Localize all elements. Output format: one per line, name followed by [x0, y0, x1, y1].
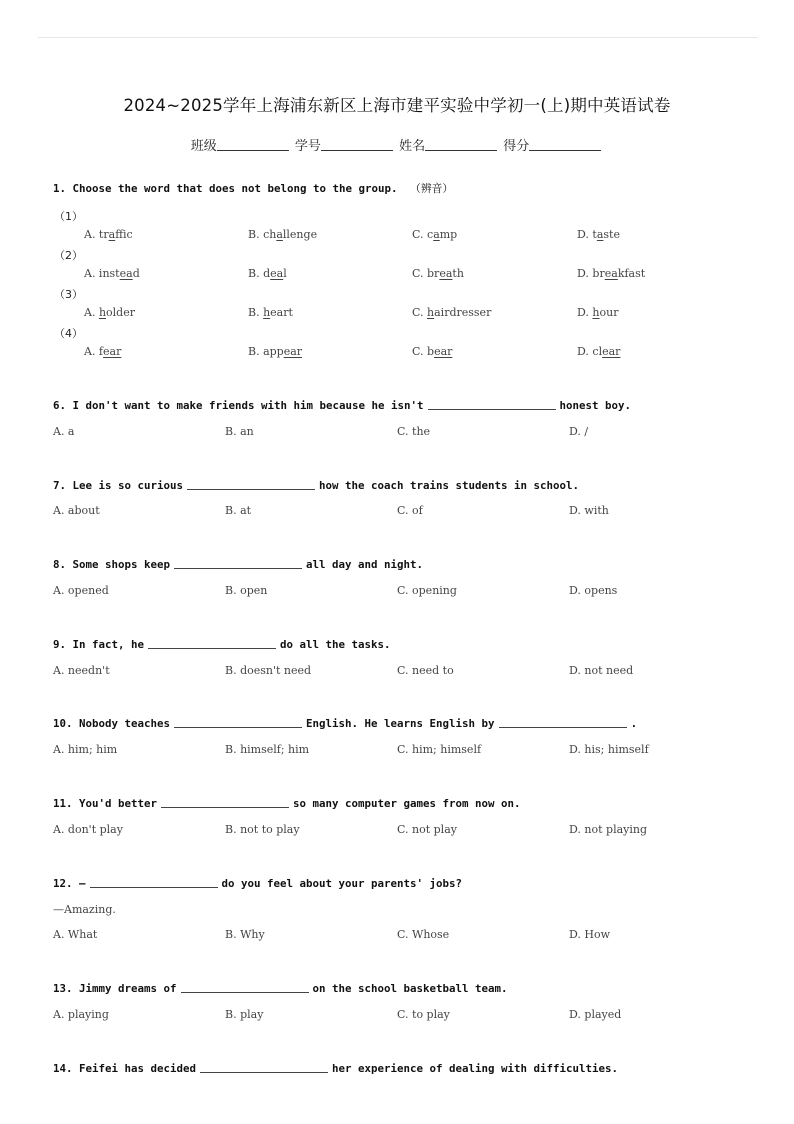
q1-2-option-c[interactable]: C. breath: [412, 267, 464, 280]
q1-sub-label: （2）: [54, 249, 83, 262]
q13-option-a[interactable]: A. playing: [53, 1008, 109, 1021]
student-id-blank[interactable]: [321, 138, 393, 151]
q10-option-a[interactable]: A. him; him: [53, 743, 118, 756]
q1-4-option-c[interactable]: C. bear: [412, 345, 453, 358]
question-1-tag: （辨音）: [410, 182, 454, 195]
q8-option-b[interactable]: B. open: [225, 584, 268, 597]
q1-sub-label: （1）: [54, 210, 83, 223]
name-label: 姓名: [399, 139, 426, 154]
q1-sub-label: （3）: [54, 288, 83, 301]
answer-blank[interactable]: [161, 797, 289, 808]
score-blank[interactable]: [529, 138, 601, 151]
q1-3-option-d[interactable]: D. hour: [577, 306, 619, 319]
question-7-stem: 7. Lee is so curious how the coach trains students in school.: [53, 479, 580, 492]
answer-blank[interactable]: [499, 717, 627, 728]
question-6-stem: 6. I don't want to make friends with him because he isn't honest boy.: [53, 399, 632, 412]
question-8-stem: 8. Some shops keep all day and night.: [53, 558, 424, 571]
answer-blank[interactable]: [90, 877, 218, 888]
q11-option-b[interactable]: B. not to play: [225, 823, 300, 836]
q1-1-option-b[interactable]: B. challenge: [248, 228, 318, 241]
q7-option-a[interactable]: A. about: [53, 504, 100, 517]
q1-sub-label: （4）: [54, 327, 83, 340]
question-14-stem: 14. Feifei has decided her experience of dealing with difficulties.: [53, 1062, 619, 1075]
student-id-label: 学号: [294, 139, 321, 154]
q12-option-c[interactable]: C. Whose: [397, 928, 450, 941]
question-9-stem: 9. In fact, he do all the tasks.: [53, 638, 391, 651]
q13-option-b[interactable]: B. play: [225, 1008, 264, 1021]
answer-blank[interactable]: [174, 717, 302, 728]
answer-blank[interactable]: [174, 558, 302, 569]
q1-3-option-a[interactable]: A. holder: [84, 306, 135, 319]
q12-option-d[interactable]: D. How: [569, 928, 611, 941]
answer-blank[interactable]: [181, 982, 309, 993]
q9-option-c[interactable]: C. need to: [397, 664, 454, 677]
question-11-stem: 11. You'd better so many computer games from now on.: [53, 797, 521, 810]
q1-2-option-a[interactable]: A. instead: [84, 267, 140, 280]
q13-option-c[interactable]: C. to play: [397, 1008, 450, 1021]
class-label: 班级: [190, 139, 217, 154]
question-12-stem: 12. — do you feel about your parents' jobs?: [53, 877, 463, 890]
q11-option-d[interactable]: D. not playing: [569, 823, 648, 836]
q9-option-b[interactable]: B. doesn't need: [225, 664, 312, 677]
q1-2-option-b[interactable]: B. deal: [248, 267, 287, 280]
q6-option-a[interactable]: A. a: [53, 425, 75, 438]
answer-blank[interactable]: [428, 399, 556, 410]
q1-4-option-d[interactable]: D. clear: [577, 345, 621, 358]
q1-3-option-b[interactable]: B. heart: [248, 306, 293, 319]
q1-4-option-b[interactable]: B. appear: [248, 345, 303, 358]
q6-option-c[interactable]: C. the: [397, 425, 431, 438]
q9-option-a[interactable]: A. needn't: [53, 664, 110, 677]
q10-option-c[interactable]: C. him; himself: [397, 743, 482, 756]
question-13-stem: 13. Jimmy dreams of on the school basketball team.: [53, 982, 508, 995]
q8-option-c[interactable]: C. opening: [397, 584, 457, 597]
question-10-stem: 10. Nobody teaches English. He learns English by .: [53, 717, 638, 730]
q8-option-a[interactable]: A. opened: [53, 584, 109, 597]
q12-option-b[interactable]: B. Why: [225, 928, 265, 941]
q1-1-option-a[interactable]: A. traffic: [84, 228, 133, 241]
q6-option-d[interactable]: D. /: [569, 425, 589, 438]
question-1-stem: [53, 181, 453, 196]
q1-1-option-c[interactable]: C. camp: [412, 228, 458, 241]
answer-blank[interactable]: [187, 479, 315, 490]
q1-4-option-a[interactable]: A. fear: [84, 345, 122, 358]
class-blank[interactable]: [217, 138, 289, 151]
q10-option-b[interactable]: B. himself; him: [225, 743, 310, 756]
q10-option-d[interactable]: D. his; himself: [569, 743, 649, 756]
q1-2-option-d[interactable]: D. breakfast: [577, 267, 646, 280]
q7-option-d[interactable]: D. with: [569, 504, 609, 517]
q13-option-d[interactable]: D. played: [569, 1008, 622, 1021]
q6-option-b[interactable]: B. an: [225, 425, 254, 438]
student-info-line: [0, 135, 794, 154]
score-label: 得分: [503, 139, 530, 154]
top-rule: [38, 37, 758, 38]
q1-1-option-d[interactable]: D. taste: [577, 228, 620, 241]
q12-option-a[interactable]: A. What: [53, 928, 98, 941]
page-title: 2024~2025学年上海浦东新区上海市建平实验中学初一(上)期中英语试卷: [123, 96, 671, 115]
question-1-text: 1. Choose the word that does not belong to the group.: [53, 182, 398, 195]
q8-option-d[interactable]: D. opens: [569, 584, 618, 597]
q11-option-a[interactable]: A. don't play: [53, 823, 123, 836]
answer-blank[interactable]: [200, 1062, 328, 1073]
q1-3-option-c[interactable]: C. hairdresser: [412, 306, 492, 319]
q9-option-d[interactable]: D. not need: [569, 664, 634, 677]
q12-response: —Amazing.: [53, 903, 116, 916]
q7-option-c[interactable]: C. of: [397, 504, 423, 517]
q7-option-b[interactable]: B. at: [225, 504, 252, 517]
name-blank[interactable]: [425, 138, 497, 151]
q11-option-c[interactable]: C. not play: [397, 823, 457, 836]
answer-blank[interactable]: [148, 638, 276, 649]
